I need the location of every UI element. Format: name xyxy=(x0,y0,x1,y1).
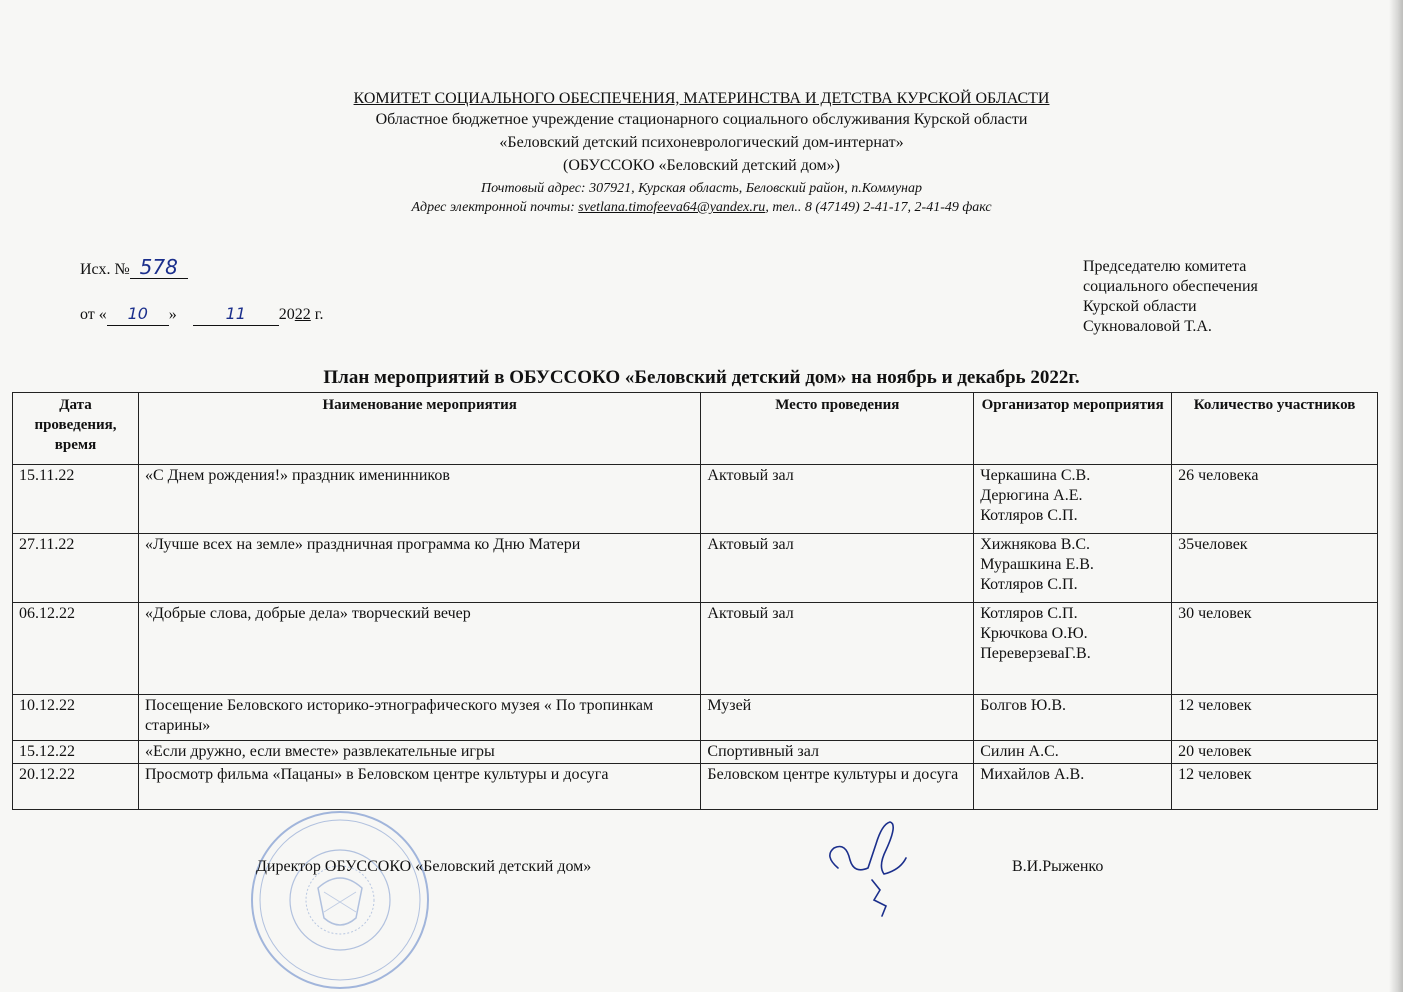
cell-organizers xyxy=(974,695,1172,741)
cell-count: 35человек xyxy=(1172,534,1378,603)
header-name: Наименование мероприятия xyxy=(138,393,700,465)
cell-name: «Добрые слова, добрые дела» творческий вечер xyxy=(138,603,700,695)
cell-name: «Лучше всех на земле» праздничная программа ко Дню Матери xyxy=(138,534,700,603)
institution-short-name: (ОБУССОКО «Беловский детский дом») xyxy=(562,157,840,174)
events-table xyxy=(12,392,1378,810)
director-name: В.И.Рыженко xyxy=(1012,858,1104,875)
organizer: Крючкова О.Ю. xyxy=(980,625,1088,642)
table-row xyxy=(13,695,1378,741)
organizer: Дерюгина А.Е. xyxy=(980,487,1083,504)
outgoing-number-label: Исх. № xyxy=(80,261,130,278)
cell-date: 27.11.22 xyxy=(13,534,139,603)
cell-date: 15.11.22 xyxy=(13,465,139,534)
cell-place: Беловском центре культуры и досуга xyxy=(701,764,974,810)
round-seal-stamp xyxy=(240,808,440,992)
cell-organizers xyxy=(974,603,1172,695)
cell-date: 06.12.22 xyxy=(13,603,139,695)
cell-organizers xyxy=(974,465,1172,534)
header-count: Количество участников xyxy=(1172,393,1378,465)
phones: , тел.. 8 (47149) 2-41-17, 2-41-49 факс xyxy=(765,200,992,215)
organizer: Михайлов А.В. xyxy=(980,766,1085,783)
cell-place: Актовый зал xyxy=(701,603,974,695)
table-header-row xyxy=(13,393,1378,465)
cell-organizers xyxy=(974,534,1172,603)
date-day: 10 xyxy=(107,303,169,326)
header-date: Дата проведения, время xyxy=(13,393,139,465)
addressee-line-2: социального обеспечения xyxy=(1083,278,1258,295)
organizer: Хижнякова В.С. xyxy=(980,536,1091,553)
header-place: Место проведения xyxy=(701,393,974,465)
cell-organizers xyxy=(974,764,1172,810)
table-row xyxy=(13,534,1378,603)
header-organizer: Организатор мероприятия xyxy=(974,393,1172,465)
plan-title: План мероприятий в ОБУССОКО «Беловский детский дом» на ноябрь и декабрь 2022г. xyxy=(323,367,1080,388)
date-prefix: от « xyxy=(80,306,107,323)
outgoing-number: 578 xyxy=(130,256,188,279)
addressee-line-4: Сукноваловой Т.А. xyxy=(1083,318,1212,335)
organizer: Силин А.С. xyxy=(980,743,1059,760)
date-mid: » xyxy=(168,306,177,323)
cell-place: Актовый зал xyxy=(701,534,974,603)
date-month: 11 xyxy=(193,303,279,326)
organizer: Котляров С.П. xyxy=(980,507,1078,524)
postal-address: Почтовый адрес: 307921, Курская область, Беловский район, п.Коммунар xyxy=(481,181,922,196)
cell-date: 10.12.22 xyxy=(13,695,139,741)
outgoing-number-line xyxy=(80,256,324,281)
outgoing-date-line xyxy=(80,303,324,326)
cell-date: 15.12.22 xyxy=(13,741,139,764)
cell-count: 12 человек xyxy=(1172,764,1378,810)
contacts-line xyxy=(0,197,1403,218)
cell-count: 30 человек xyxy=(1172,603,1378,695)
organizer: Мурашкина Е.В. xyxy=(980,556,1094,573)
cell-name: «С Днем рождения!» праздник именинников xyxy=(138,465,700,534)
director-signature xyxy=(816,804,936,924)
organizer: Болгов Ю.В. xyxy=(980,697,1066,714)
table-row xyxy=(13,603,1378,695)
cell-place: Актовый зал xyxy=(701,465,974,534)
cell-place: Музей xyxy=(701,695,974,741)
addressee-line-3: Курской области xyxy=(1083,298,1197,315)
organizer: Котляров С.П. xyxy=(980,576,1078,593)
email-label: Адрес электронной почты: xyxy=(411,200,579,215)
table-row xyxy=(13,741,1378,764)
date-year: 22 xyxy=(294,306,311,323)
date-year-suffix: г. xyxy=(310,306,324,323)
date-year-prefix: 20 xyxy=(278,306,295,323)
institution-line-1: Областное бюджетное учреждение стационарного социального обслуживания Курской области xyxy=(375,111,1028,128)
cell-date: 20.12.22 xyxy=(13,764,139,810)
table-row xyxy=(13,764,1378,810)
cell-count: 12 человек xyxy=(1172,695,1378,741)
cell-name: «Если дружно, если вместе» развлекательные игры xyxy=(138,741,700,764)
cell-organizers xyxy=(974,741,1172,764)
organizer: ПереверзеваГ.В. xyxy=(980,645,1091,662)
director-position: Директор ОБУССОКО «Беловский детский дом» xyxy=(256,858,592,875)
cell-name: Посещение Беловского историко-этнографического музея « По тропинкам старины» xyxy=(138,695,700,741)
email-link[interactable]: svetlana.timofeeva64@yandex.ru xyxy=(578,200,766,215)
organizer: Черкашина С.В. xyxy=(980,467,1091,484)
addressee-block xyxy=(1083,257,1258,337)
table-row xyxy=(13,465,1378,534)
cell-count: 26 человека xyxy=(1172,465,1378,534)
addressee-line-1: Председателю комитета xyxy=(1083,258,1247,275)
cell-place: Спортивный зал xyxy=(701,741,974,764)
institution-line-2: «Беловский детский психоневрологический дом-интернат» xyxy=(499,134,904,151)
organizer: Котляров С.П. xyxy=(980,605,1078,622)
committee-title: КОМИТЕТ СОЦИАЛЬНОГО ОБЕСПЕЧЕНИЯ, МАТЕРИНСТВА И ДЕТСТВА КУРСКОЙ ОБЛАСТИ xyxy=(353,90,1050,107)
cell-name: Просмотр фильма «Пацаны» в Беловском центре культуры и досуга xyxy=(138,764,700,810)
outgoing-block xyxy=(80,256,324,326)
cell-count: 20 человек xyxy=(1172,741,1378,764)
